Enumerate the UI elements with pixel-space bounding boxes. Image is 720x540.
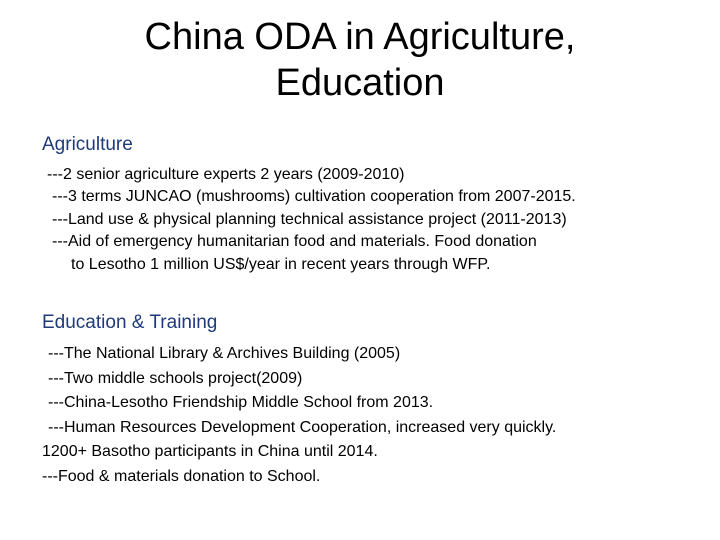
slide-title-line-2: Education — [275, 62, 445, 104]
education-item: ---The National Library & Archives Building (2005) — [48, 345, 401, 362]
agriculture-item: ---2 senior agriculture experts 2 years (2009-2010) — [47, 166, 405, 183]
education-list — [42, 342, 556, 489]
education-heading: Education & Training — [42, 312, 218, 333]
agriculture-item-continuation: to Lesotho 1 million US$/year in recent years through WFP. — [71, 255, 491, 273]
education-item-continuation: 1200+ Basotho participants in China until 2014. — [42, 443, 378, 460]
agriculture-heading: Agriculture — [42, 134, 133, 155]
agriculture-item: ---Land use & physical planning technical assistance project (2011-2013) — [52, 210, 567, 228]
education-item: ---Food & materials donation to School. — [42, 467, 321, 485]
education-item: ---China-Lesotho Friendship Middle School from 2013. — [48, 394, 434, 411]
slide-title — [0, 14, 720, 106]
agriculture-item: ---3 terms JUNCAO (mushrooms) cultivation cooperation from 2007-2015. — [52, 188, 576, 206]
slide-title-line-1: China ODA in Agriculture, — [144, 16, 576, 58]
education-item: ---Human Resources Development Cooperation, increased very quickly. — [48, 418, 557, 436]
agriculture-list — [47, 164, 576, 276]
agriculture-item: ---Aid of emergency humanitarian food and materials. Food donation — [52, 233, 537, 251]
education-item: ---Two middle schools project(2009) — [48, 369, 303, 387]
